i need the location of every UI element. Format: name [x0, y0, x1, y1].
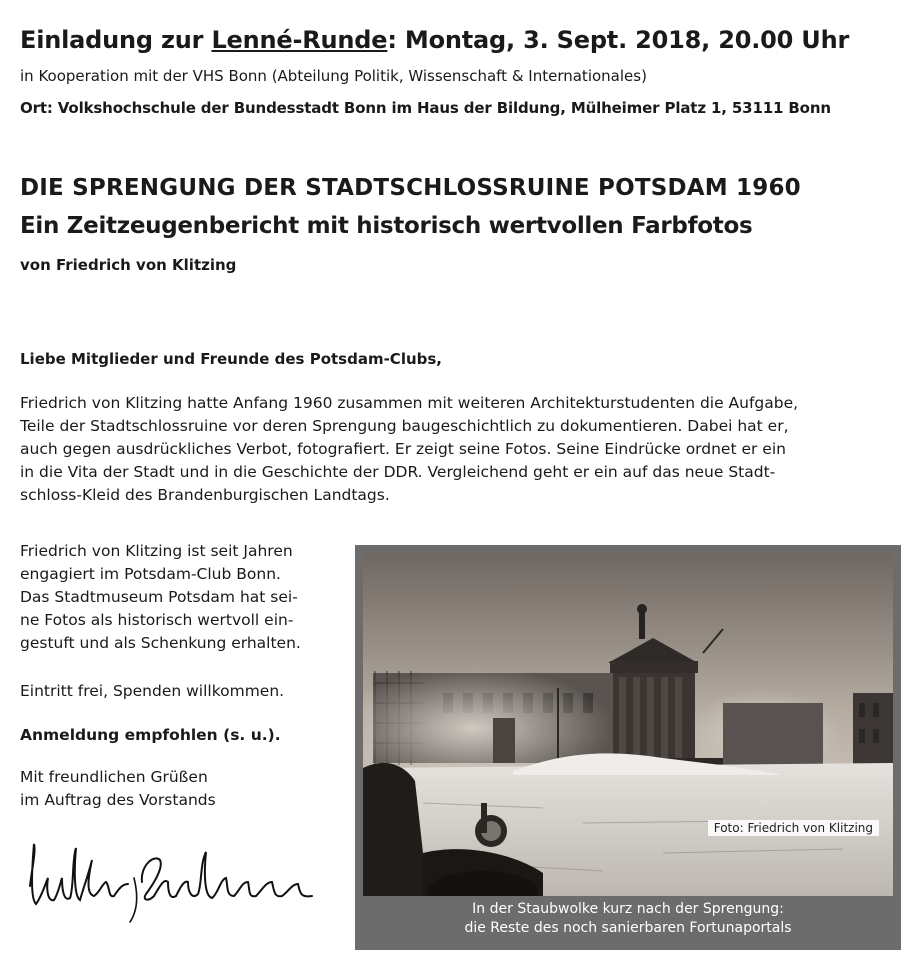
bio-line: Das Stadtmuseum Potsdam hat sei-	[20, 588, 298, 606]
invitation-prefix: Einladung zur	[20, 26, 212, 54]
bio-line: engagiert im Potsdam-Club Bonn.	[20, 565, 281, 583]
lenne-runde-link[interactable]: Lenné-Runde	[211, 26, 388, 54]
caption-line: die Reste des noch sanierbaren Fortunaportals	[464, 920, 792, 936]
admission-note: Eintritt frei, Spenden willkommen.	[20, 682, 285, 700]
handwritten-signature	[22, 838, 322, 928]
registration-note: Anmeldung empfohlen (s. u.).	[20, 726, 281, 744]
location-line: Ort: Volkshochschule der Bundesstadt Bonn im Haus der Bildung, Mülheimer Platz 1, 53111 Bonn	[20, 99, 831, 117]
event-subtitle: Ein Zeitzeugenbericht mit historisch wertvollen Farbfotos	[20, 213, 753, 239]
bio-paragraph	[20, 540, 340, 655]
caption-line: In der Staubwolke kurz nach der Sprengung:	[472, 901, 784, 917]
intro-line: Teile der Stadtschlossruine vor deren Sprengung baugeschichtlich zu dokumentieren. Dabei hat er,	[20, 417, 789, 435]
historic-photo	[363, 553, 893, 896]
event-title: DIE SPRENGUNG DER STADTSCHLOSSRUINE POTSDAM 1960	[20, 175, 801, 201]
closing-line: im Auftrag des Vorstands	[20, 791, 216, 809]
closing	[20, 766, 216, 812]
bio-line: ne Fotos als historisch wertvoll ein-	[20, 611, 294, 629]
bio-line: Friedrich von Klitzing ist seit Jahren	[20, 542, 293, 560]
intro-line: Friedrich von Klitzing hatte Anfang 1960 zusammen mit weiteren Architekturstudenten die Aufgabe,	[20, 394, 799, 412]
intro-line: schloss-Kleid des Brandenburgischen Landtags.	[20, 486, 390, 504]
intro-paragraph	[20, 392, 798, 507]
photo-credit: Foto: Friedrich von Klitzing	[708, 820, 879, 836]
invitation-heading	[20, 26, 849, 54]
photo-frame	[355, 545, 901, 950]
cooperation-line: in Kooperation mit der VHS Bonn (Abteilung Politik, Wissenschaft & Internationales)	[20, 67, 647, 85]
invitation-date: : Montag, 3. Sept. 2018, 20.00 Uhr	[387, 26, 850, 54]
intro-line: auch gegen ausdrückliches Verbot, fotografiert. Er zeigt seine Fotos. Seine Eindrücke ordnet er ein	[20, 440, 786, 458]
intro-line: in die Vita der Stadt und in die Geschichte der DDR. Vergleichend geht er ein auf das neue Stadt-	[20, 463, 776, 481]
letter-greeting: Liebe Mitglieder und Freunde des Potsdam-Clubs,	[20, 350, 442, 368]
bio-line: gestuft und als Schenkung erhalten.	[20, 634, 301, 652]
event-author: von Friedrich von Klitzing	[20, 256, 237, 274]
closing-line: Mit freundlichen Grüßen	[20, 768, 208, 786]
photo-caption	[355, 900, 901, 938]
